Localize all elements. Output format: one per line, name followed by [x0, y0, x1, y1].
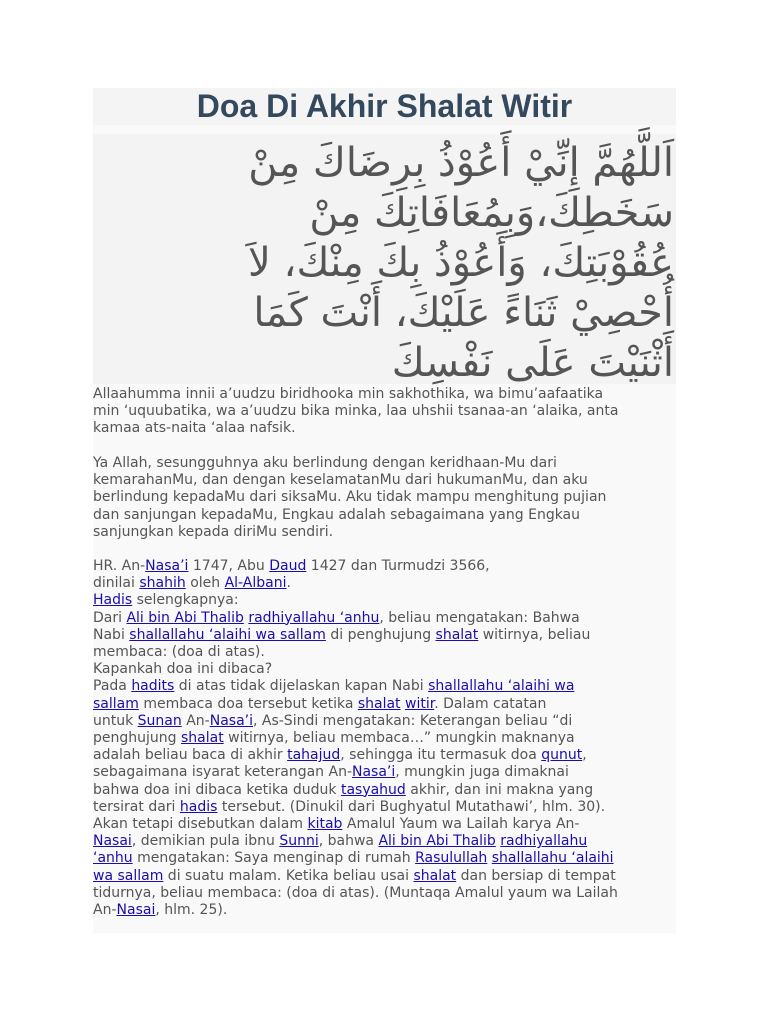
body-text-segment: Kapankah doa ini dibaca? [93, 661, 273, 678]
body-line [93, 696, 676, 713]
body-text-segment: membaca: (doa di atas). [93, 644, 265, 661]
inline-link[interactable]: tahajud [287, 747, 341, 764]
body-line [93, 575, 676, 592]
body-line [93, 747, 676, 764]
inline-link[interactable]: Nasa’i [145, 558, 189, 574]
body-line [93, 713, 676, 730]
body-text-segment: 1747, Abu [188, 558, 270, 574]
inline-link[interactable]: shallallahu ‘alaihi wa sallam [129, 626, 326, 643]
inline-link[interactable]: ‘anhu [93, 850, 133, 867]
inline-link[interactable]: witir [405, 695, 435, 712]
body-line [93, 661, 676, 678]
inline-link[interactable]: shallallahu ‘alaihi wa [428, 678, 575, 695]
inline-link[interactable]: qunut [541, 747, 583, 764]
inline-link[interactable]: shalat [180, 730, 224, 747]
inline-link[interactable]: Sunni [279, 833, 319, 850]
inline-link[interactable]: radhiyallahu [500, 833, 588, 850]
inline-link[interactable]: wa sallam [93, 867, 164, 884]
body-line [93, 885, 676, 902]
body-text-segment: membaca doa tersebut ketika [138, 695, 358, 712]
inline-link[interactable]: Nasa’i [209, 712, 253, 729]
body-line [93, 627, 676, 644]
body-text-segment: di penghujung [325, 626, 436, 643]
inline-link[interactable]: shahih [139, 575, 186, 592]
body-text-segment: adalah beliau baca di akhir [93, 747, 288, 764]
inline-link[interactable]: Nasai [93, 833, 132, 850]
body-line [93, 730, 676, 747]
body-text-segment: dinilai [93, 575, 140, 592]
body-line [93, 868, 676, 885]
inline-link[interactable]: Hadis [93, 592, 133, 609]
inline-link[interactable]: sallam [93, 695, 139, 712]
arabic-prayer-text [174, 138, 674, 388]
body-text-segment: di suatu malam. Ketika beliau usai [163, 867, 414, 884]
inline-link[interactable]: Sunan [137, 712, 182, 729]
body-text-segment: HR. An- [93, 558, 146, 574]
inline-link[interactable]: hadits [131, 678, 175, 695]
inline-link[interactable]: radhiyallahu ‘anhu [248, 609, 380, 626]
body-text-segment: , sehingga itu termasuk doa [340, 747, 542, 764]
body-text-segment: , [582, 747, 587, 764]
body-text-segment: An- [93, 902, 117, 919]
body-text-segment: Akan tetapi disebutkan dalam [93, 816, 308, 833]
inline-link[interactable]: shallallahu ‘alaihi [491, 850, 614, 867]
transliteration-paragraph: Allaahumma innii a’uudzu biridhooka min sakhothika, wa bimu’aafaatika min ‘uquubatika, wa a’uudzu bika minka, laa uhshii tsanaa-an ‘alaika, anta kamaa ats-naita ‘alaa nafsik. [93, 386, 619, 437]
body-line [93, 782, 676, 799]
body-text-segment: , bahwa [318, 833, 379, 850]
body-text-segment: . Dalam catatan [434, 695, 547, 712]
body-line [93, 644, 676, 661]
inline-link[interactable]: Rasulullah [415, 850, 488, 867]
body-text-segment: mengatakan: Saya menginap di rumah [132, 850, 416, 867]
document-page [93, 88, 676, 933]
inline-link[interactable]: Nasa’i [352, 764, 396, 781]
title-bar [93, 88, 676, 125]
arabic-line: سَخَطِكَ،وَبِمُعَافَاتِكَ مِنْ [309, 190, 674, 236]
inline-link[interactable]: kitab [307, 816, 343, 833]
body-text-segment: witirnya, beliau membaca…” mungkin maknanya [223, 730, 575, 747]
body-text-segment: tersirat dari [93, 798, 180, 815]
body-text-segment: , hlm. 25). [155, 902, 228, 919]
body-text-segment: , mungkin juga dimaknai [395, 764, 569, 781]
body-line [93, 850, 676, 867]
hadith-body [93, 558, 676, 919]
body-text-segment: witirnya, beliau [478, 626, 591, 643]
body-line [93, 592, 676, 609]
body-text-segment: penghujung [93, 730, 181, 747]
body-text-segment: di atas tidak dijelaskan kapan Nabi [174, 678, 429, 695]
inline-link[interactable]: Ali bin Abi Thalib [126, 609, 244, 626]
body-text-segment: sebagaimana isyarat keterangan An- [93, 764, 352, 781]
arabic-line: عُقُوْبَتِكَ، وَأَعُوْذُ بِكَ مِنْكَ، لاَ [248, 240, 674, 286]
body-text-segment: Nabi [93, 626, 130, 643]
body-text-segment: 1427 dan Turmudzi 3566, [306, 558, 490, 574]
body-text-segment: , As-Sindi mengatakan: Keterangan beliau “di [252, 712, 573, 729]
inline-link[interactable]: shalat [435, 626, 479, 643]
inline-link[interactable]: Ali bin Abi Thalib [378, 833, 496, 850]
body-text-segment: oleh [185, 575, 225, 592]
inline-link[interactable]: hadis [179, 798, 218, 815]
arabic-line: اَللَّهُمَّ إِنِّيْ أَعُوْذُ بِرِضَاكَ مِنْ [248, 140, 674, 186]
body-text-segment: tidurnya, beliau membaca: (doa di atas). (Muntaqa Amalul yaum wa Lailah [93, 884, 618, 901]
body-text-segment: selengkapnya: [132, 592, 239, 609]
translation-paragraph: Ya Allah, sesungguhnya aku berlindung dengan keridhaan-Mu dari kemarahanMu, dan dengan keselamatanMu dari hukumanMu, dan aku berlindung kepadaMu dari siksaMu. Aku tidak mampu menghitung pujian dan sanjungan kepadaMu, Engkau adalah sebagaimana yang Engkau sanjungkan kepada diriMu sendiri. [93, 455, 607, 540]
inline-link[interactable]: Daud [269, 558, 307, 574]
body-text-segment: Pada [93, 678, 132, 695]
inline-link[interactable]: shalat [357, 695, 401, 712]
body-text-segment: An- [181, 712, 210, 729]
body-line [93, 678, 676, 695]
inline-link[interactable]: Al-Albani [224, 575, 287, 592]
body-text-segment: dan bersiap di tempat [456, 867, 616, 884]
body-text-segment: , beliau mengatakan: Bahwa [379, 609, 580, 626]
body-text-segment: akhir, dan ini makna yang [405, 781, 594, 798]
body-text-segment: . [286, 575, 291, 592]
body-text-segment: tersebut. (Dinukil dari Bughyatul Mutathawi’, hlm. 30). [217, 798, 606, 815]
arabic-line: أُحْصِيْ ثَنَاءً عَلَيْكَ، أَنْتَ كَمَا [253, 290, 674, 336]
body-text-segment: , demikian pula ibnu [131, 833, 280, 850]
body-line [93, 610, 676, 627]
page-title: Doa Di Akhir Shalat Witir [196, 88, 573, 124]
body-line [93, 902, 676, 919]
body-text-segment: Dari [93, 609, 127, 626]
arabic-line: أَثْنَيْتَ عَلَى نَفْسِكَ [391, 340, 674, 386]
body-line [93, 764, 676, 781]
body-text-segment: bahwa doa ini dibaca ketika duduk [93, 781, 341, 798]
body-text-segment: untuk [93, 712, 138, 729]
body-line [93, 799, 676, 816]
body-line [93, 833, 676, 850]
inline-link[interactable]: shalat [413, 867, 457, 884]
body-text-segment: Amalul Yaum wa Lailah karya An- [342, 816, 580, 833]
body-line [93, 816, 676, 833]
inline-link[interactable]: tasyahud [340, 781, 406, 798]
inline-link[interactable]: Nasai [116, 902, 156, 919]
body-line [93, 558, 676, 575]
